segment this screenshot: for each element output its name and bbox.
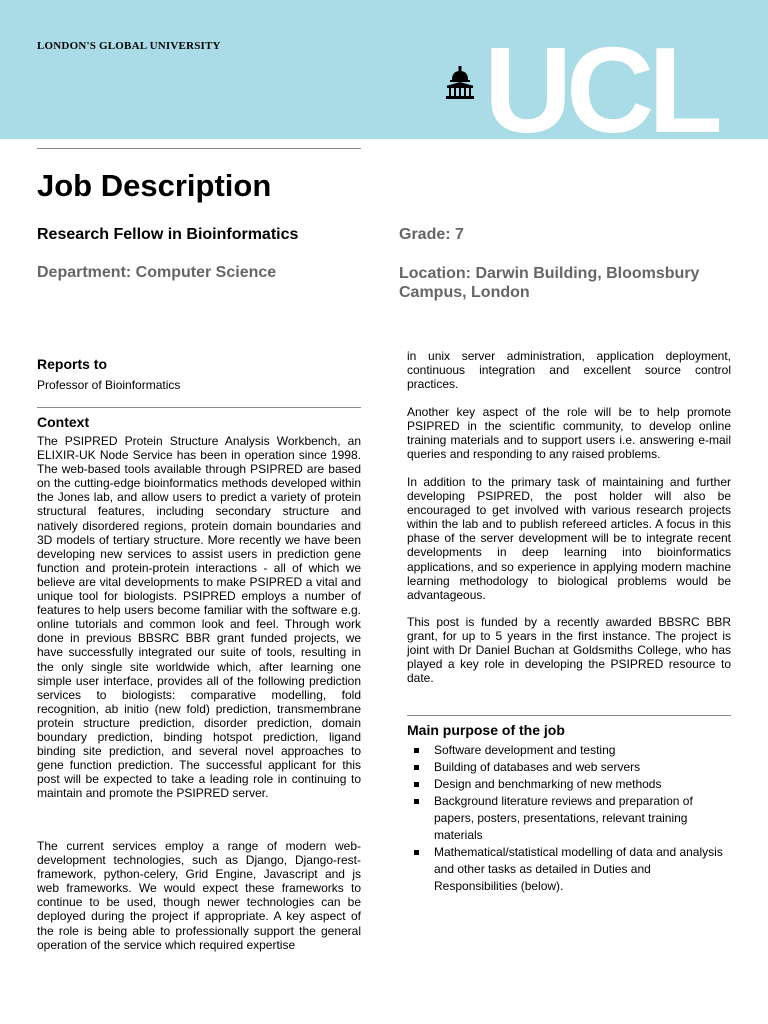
purpose-item-text: Mathematical/statistical modelling of data and analysis and other tasks as detailed in Duties and Responsibilities (below). bbox=[434, 845, 723, 893]
job-role: Research Fellow in Bioinformatics bbox=[37, 226, 299, 243]
context-paragraph-6: This post is funded by a recently awarded BBSRC BBR grant, for up to 5 years in the first instance. The project is joint with Dr Daniel Buchan at Goldsmiths College, who has played a key role in developing the PSIPRED resource to date. bbox=[407, 615, 731, 686]
bullet-icon bbox=[414, 799, 419, 804]
purpose-item-text: Building of databases and web servers bbox=[434, 760, 641, 774]
context-paragraph-5: In addition to the primary task of maintaining and further developing PSIPRED, the post holder will also be encouraged to get involved with various research projects within the lab and to publish refereed articles. A focus in this phase of the server development will be to integrate recent developments in deep learning into bioinformatics applications, and so experience in applying modern machine learning methodology to biological problems would be advantageous. bbox=[407, 475, 731, 602]
reports-to-value: Professor of Bioinformatics bbox=[37, 378, 181, 392]
purpose-item bbox=[412, 742, 732, 759]
purpose-item-text: Design and benchmarking of new methods bbox=[434, 777, 662, 791]
location: Location: Darwin Building, Bloomsbury Campus, London bbox=[399, 265, 700, 301]
purpose-list bbox=[412, 742, 732, 895]
department: Department: Computer Science bbox=[37, 264, 277, 281]
job-grade: Grade: 7 bbox=[399, 226, 464, 243]
purpose-item bbox=[412, 793, 732, 844]
purpose-item-text: Background literature reviews and preparation of papers, posters, presentations, relevant training materials bbox=[434, 794, 693, 842]
context-heading: Context bbox=[37, 414, 90, 430]
portico-dome-icon bbox=[444, 66, 476, 100]
ucl-logo: UCL bbox=[484, 22, 717, 139]
page-title: Job Description bbox=[37, 168, 272, 203]
bullet-icon bbox=[414, 765, 419, 770]
context-divider bbox=[37, 407, 361, 408]
context-paragraph-3: in unix server administration, application deployment, continuous integration and excellent source control practices. bbox=[407, 349, 731, 392]
university-tagline: LONDON'S GLOBAL UNIVERSITY bbox=[37, 40, 221, 52]
bullet-icon bbox=[414, 748, 419, 753]
title-divider bbox=[37, 148, 361, 149]
purpose-heading: Main purpose of the job bbox=[407, 722, 565, 738]
context-paragraph-2: The current services employ a range of modern web-development technologies, such as Django, Django-rest-framework, python-celery, Grid Engine, Javascript and js web frameworks. We would expect these frameworks to continue to be used, though newer technologies can be deployed during the project if appropriate. A key aspect of the role is being able to professionally support the general operation of the service which required expertise bbox=[37, 839, 361, 952]
bullet-icon bbox=[414, 850, 419, 855]
context-paragraph-4: Another key aspect of the role will be to help promote PSIPRED in the scientific community, to develop online training materials and to support users i.e. answering e-mail queries and responding to any raised problems. bbox=[407, 405, 731, 462]
bullet-icon bbox=[414, 782, 419, 787]
reports-to-heading: Reports to bbox=[37, 356, 107, 372]
header-banner bbox=[0, 0, 768, 139]
purpose-item bbox=[412, 776, 732, 793]
context-paragraph-1: The PSIPRED Protein Structure Analysis Workbench, an ELIXIR-UK Node Service has been in operation since 1998. The web-based tools available through PSIPRED are based on the cutting-edge bioinformatics methods developed within the Jones lab, and allow users to predict a variety of protein structural features, including secondary structure and natively disordered regions, protein domain boundaries and 3D models of tertiary structure. More recently we have been developing new services to assist users in prediction gene function and protein-protein interactions - all of which we believe are vital developments to make PSIPRED a vital and unique tool for biologists. PSIPRED employs a number of features to help users become familiar with the software e.g. online tutorials and common look and feel. Through work done in previous BBSRC BBR grant funded projects, we have successfully integrated our suite of tools, resulting in the only single site worldwide which, after learning one simple user interface, provides all of the following prediction services to biologists: comparative modelling, fold recognition, ab initio (new fold) prediction, transmembrane protein structure prediction, disorder prediction, domain boundary prediction, binding hotspot prediction, ligand binding site prediction, and several novel approaches to gene function prediction. The successful applicant for this post will be expected to take a leading role in continuing to maintain and promote the PSIPRED server. bbox=[37, 434, 361, 801]
purpose-item bbox=[412, 759, 732, 776]
purpose-item bbox=[412, 844, 732, 895]
purpose-item-text: Software development and testing bbox=[434, 743, 616, 757]
purpose-divider bbox=[407, 715, 731, 716]
